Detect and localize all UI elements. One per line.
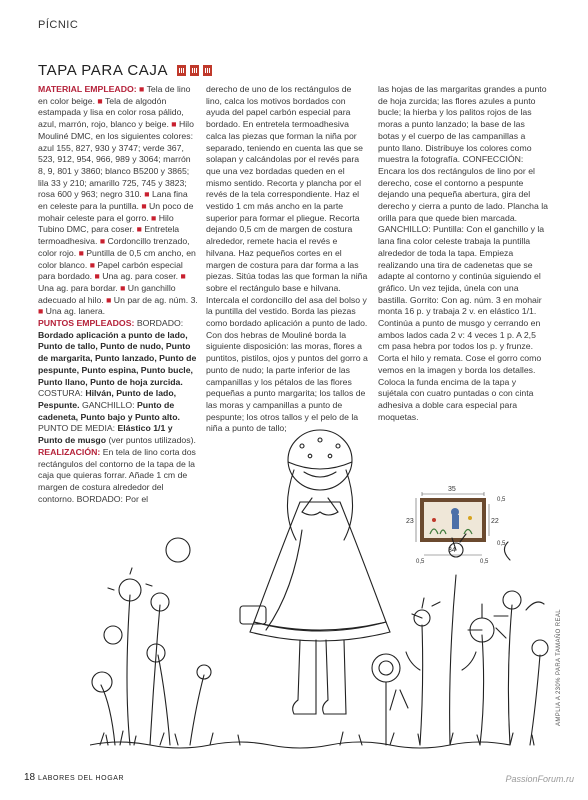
bullet-icon: ■ [89,259,95,270]
realization-text: En tela de lino corta dos rectángulos del contorno de la tapa de la caja que quieras forrar. Añade 1 cm de margen de costura alrededor del contorno. BORDADO: Por el [38,446,196,504]
decorative-flags-icon [174,64,213,77]
column-confection [378,84,548,423]
material-item: Una ag. para bordar. [38,282,118,293]
stitch-note: (ver puntos utilizados). [108,435,196,446]
section-header: PÍCNIC [38,19,79,31]
watermark: PassionForum.ru [505,774,574,784]
dim-bottom-right: 0,5 [497,541,506,547]
material-item: Hilo Tubino DMC, para coser. [38,212,174,235]
material-item: Tela de algodón estampada y lisa en color rosa pálido, azul, marrón, rojo, blanco y beige. [38,95,184,130]
material-item: Un poco de mohair celeste para el gorro. [38,201,194,223]
material-item: Un par de ag. núm. 3. [113,294,198,305]
stitch-list: Elástico 1/1 y Punto de musgo [38,423,173,446]
stitches-label: PUNTOS EMPLEADOS: [38,318,135,329]
bullet-icon: ■ [78,247,84,258]
crochet-text: Puntilla: Con el ganchillo y la lana fina color celeste trabaja la puntilla alrededor de toda la tapa. Empieza realizando una tira de cadenetas que se adapte al contorno y continúa siguiendo el gráfico. Un vez tejida, únela con una bastilla. Gorrito: Con ag. núm. 3 en mohair monta 16 p. y trabaja 2 v. en elástico 1/1. Continúa a punto de musgo y cerrando en ambos lados cada 2 v: 4 veces 1 p. A 2,5 cm pasa hebra por todos los p. y frunze. Corta el hilo y remata. Cose el gorro como vemos en la imagen y borda los detalles. Coloca la funda encima de la tapa y sujétala con cuatro puntadas o con cinta adhesiva a doble cara especial para moquetas. [378,224,545,422]
bullet-icon: ■ [38,306,44,317]
material-item: Una ag. lanera. [45,306,106,317]
dim-bottom: 34 [448,547,456,554]
bullet-icon: ■ [97,95,103,106]
bullet-icon: ■ [139,84,145,94]
material-item: Entretela termoadhesiva. [38,224,180,247]
confection-label: CONFECCIÓN: [462,154,524,165]
material-item: Papel carbón especial para bordado. [38,259,183,282]
magazine-brand: LABORES DEL HOGAR [38,775,125,782]
materials-label: MATERIAL EMPLEADO: [38,84,137,94]
column-instructions [206,84,368,435]
material-item: Cordoncillo trenzado, color rojo. [38,236,190,258]
page-number: 18 [24,772,36,783]
dim-bottom-right2: 0,5 [480,559,489,564]
title-row [38,62,213,79]
stitch-list: Hilván, Punto de lado, Pespunte. [38,388,177,410]
stitch-list: Punto de cadeneta, Punto bajo y Punto alto. [38,399,180,422]
embroidery-pattern-illustration [90,410,550,765]
bullet-icon: ■ [136,224,142,235]
realization-label: REALIZACIÓN: [38,446,101,457]
material-item: Hilo Mouliné DMC, en los siguientes colores: azul 155, 827, 930 y 3747; verde 367, 523, 912, 954, 966, 989 y 3064; marrón 8, 9, 801 y 3860; blanco B5200 y 3865; lila 33 y 210; amarillo 725, 745 y 3823; rosa 600 y 963; negro 310. [38,119,194,200]
bullet-icon: ■ [151,212,157,223]
stitch-group-label: GANCHILLO: [81,399,135,410]
bullet-icon: ■ [141,201,147,212]
confection-text: Encara los dos rectángulos de lino por el derecho, cose el contorno a pespunte dejando una pequeña abertura, gira del derecho y cierra a punto de lado. Plancha la orilla para que quede bien marcada. [378,165,549,223]
bullet-icon: ■ [106,294,112,305]
bullet-icon: ■ [144,189,150,200]
material-item: Lana fina en celeste para la puntilla. [38,189,188,212]
bullet-icon: ■ [180,271,186,282]
bullet-icon: ■ [94,271,100,282]
dim-left: 23 [406,518,414,525]
bullet-icon: ■ [171,119,177,130]
bullet-icon: ■ [120,282,126,293]
dim-right: 22 [491,518,499,525]
crochet-label: GANCHILLO: [378,224,431,235]
dim-bottom-left: 0,5 [416,559,425,564]
instructions-text: derecho de uno de los rectángulos de lino, calca los motivos bordados con ayuda del papel carbón especial para bordado. En entretela termoadhesiva calca las piezas que forman la niña por separado, teniendo en cuenta las que se solapan y calcándolas por el revés para que una vez bordadas queden en el mismo sentido. Recorta y plancha por el revés de la tela correspondiente. Haz el vestido 1 cm más ancho en la parte superior para formar el pliegue. Recorta dejando 0,5 cm de margen de costura alrededor, remete hacia el revés e hilvana. Haz pequeños cortes en el margen de costura para dar forma a las piezas. Sitúa todas las que forman la niña sobre el rectángulo base e hilvana. Intercala el cordoncillo del asa del bolso y la puntilla del vestido. Borda las piezas como bordado aplicación a punto de lado. Con dos hebras de Mouliné borda la siguiente disposición: las moras, flores a puntitos, pistilos, ojos y puntos del gorro a punto de nudo; la parte inferior de las campanillas y los pétalos de las flores pequeñas a punto margarita; los tallos de las moras y campanillas a punto de pespunte; los otros tallos y el pelo de la niña a punto de tallo; [206,84,368,434]
stitch-group-label: BORDADO: [136,318,184,329]
embroidery-text: las hojas de las margaritas grandes a punto de hoja zurcida; las flores azules a punto bucle; la hierba y los palitos rojos de las moras a punto lanzado; la base de las botas y el cuerpo de las campanillas a punto llano. Distribuye los colores como muestra la fotografía. [378,84,547,165]
material-item: Un ganchillo adecuado al hilo. [38,282,176,305]
stitch-group-label: PUNTO DE MEDIA: [38,423,116,434]
bullet-icon: ■ [99,236,106,247]
stitch-list: Bordado aplicación a punto de lado, Punto de tallo, Punto de nudo, Punto de margarita, Punto lanzado, Punto de pespunte, Punto espina, Punto bucle, Punto llano, Punto de hoja zurcida. [38,329,197,387]
stitch-group-label: COSTURA: [38,388,83,399]
material-item: Tela de lino en color beige. [38,84,191,106]
material-item: Una ag. para coser. [102,271,179,282]
enlarge-note: AMPLIA A 230% PARA TAMAÑO REAL [556,608,562,726]
dim-top: 35 [448,486,456,493]
page-title: TAPA PARA CAJA [38,62,169,79]
material-item: Puntilla de 0,5 cm ancho, en color blanco. [38,247,196,270]
dim-top-right: 0,5 [497,497,506,503]
